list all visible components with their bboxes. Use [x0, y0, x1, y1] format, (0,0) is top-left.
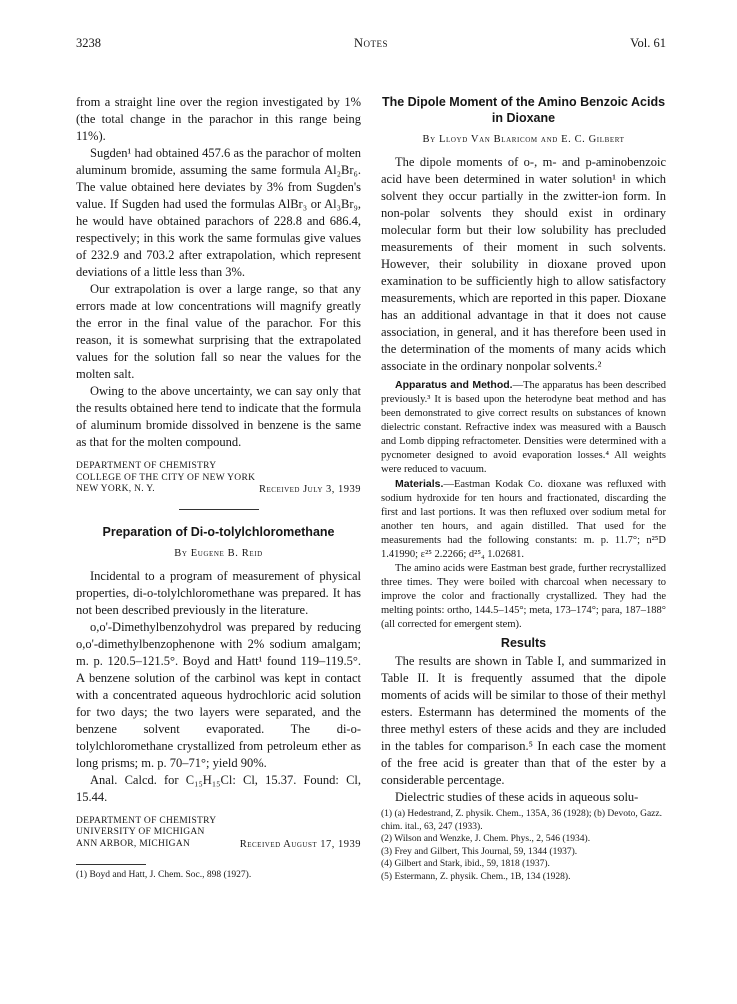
note-author: By Eugene B. Reid: [174, 547, 263, 559]
paragraph: The amino acids were Eastman best grade, further recrystallized three times. They were boiled with charcoal when necessary to improve the color and fractionally crystallized. They had the melting points: ortho, 144.5–145°; meta, 173–174°; para, 187–188° (all corrected for emergent stem).: [381, 563, 666, 630]
running-header: [76, 36, 666, 54]
note-title: Preparation of Di-o-tolylchloromethane: [102, 524, 335, 539]
paragraph: Dielectric studies of these acids in aqueous solu-: [395, 790, 639, 804]
article-authors: By Lloyd Van Blaricom and E. C. Gilbert: [422, 134, 625, 145]
page-number: 3238: [76, 36, 101, 50]
paragraph: Sugden¹ had obtained 457.6 as the parachor of molten aluminum bromide, assuming the same formula Al₂Br₆. The value obtained here deviates by 3% from Sugden's value. If Sugden had used the formulas AlBr₃ or Al₃Br₉, he would have obtained parachors of 228.8 and 686.4, respectively; in this work the same formulas give values of 232.9 and 703.2 after extrapolation, which represent deviations of a little less than 3%.: [76, 146, 361, 279]
received-date: Received August 17, 1939: [239, 838, 361, 850]
volume-label: Vol. 61: [630, 36, 666, 50]
paragraph-text: —The apparatus has been described previously.³ It is based upon the heterodyne beat method and has been demonstrated to give correct results on substances of known dielectric constant. Refractive index was measured with a Bausch and Lomb dipping refractometer. Densities were determined with a pycnometer designed to avoid evaporation losses.⁴ All weights were reduced to vacuum.: [381, 380, 666, 475]
received-date: Received July 3, 1939: [259, 484, 361, 495]
section-divider: [179, 509, 259, 510]
paragraph: The dipole moments of o-, m- and p-aminobenzoic acid have been determined in water solution¹ in which solvent they occur partially in the zwitter-ion form. In non-polar solvents they should exist in ordinary molecular form but their low solubility has precluded measurements of their moment in such solvents. However, their solubility in dioxane proved upon examination to be sufficiently high to allow satisfactory measurements, which are reported in this paper. Dioxane has an additional advantage in that it does not cause association, in general, and it has therefore been used in the determination of the moments of many acids which associate in the ordinary nonpolar solvents.²: [381, 155, 666, 373]
article-title-line: in Dioxane: [491, 111, 556, 125]
paragraph: The results are shown in Table I, and summarized in Table II. It is frequently assumed that the dipole moments of acids will be similar to those of their methyl esters. Estermann has determined the moments of the three methyl esters of these acids and they are included in the tables for comparison.⁵ In each case the moment of the free acid is greater than that of the ester by a considerable percentage.: [381, 654, 666, 787]
right-column: [381, 94, 666, 883]
footnote-divider: [76, 864, 146, 865]
footnote: (1) Boyd and Hatt, J. Chem. Soc., 898 (1927).: [76, 870, 252, 880]
affiliation-line: DEPARTMENT OF CHEMISTRY: [76, 815, 217, 826]
affiliation-line: ANN ARBOR, MICHIGAN: [76, 838, 191, 849]
section-heading: Results: [500, 636, 547, 650]
run-in-heading: Apparatus and Method.: [395, 379, 513, 391]
footnote: (4) Gilbert and Stark, ibid., 59, 1818 (1937).: [381, 859, 550, 869]
apparatus-paragraph: [381, 378, 666, 477]
paragraph-text: —Eastman Kodak Co. dioxane was refluxed with sodium hydroxide for ten hours and fractionated, discarding the first and last portions. It was then refluxed over sodium metal for another ten hours, and again distilled. That used for the measurements had the following constants: m. p. 11.7°; n²⁵D 1.41990; ε²⁵ 2.2266; d²⁵₄ 1.02681.: [381, 479, 666, 560]
footnote: (2) Wilson and Wenzke, J. Chem. Phys., 2, 546 (1934).: [381, 834, 591, 844]
left-column: [76, 94, 361, 882]
paragraph: Incidental to a program of measurement of physical properties, di-o-tolylchloromethane was prepared. It has not been described previously in the literature.: [76, 568, 361, 617]
paragraph: Owing to the above uncertainty, we can say only that the results obtained here tend to indicate that the formula of aluminum bromide dissolved in benzene is the same as that for the molten compound.: [76, 384, 361, 449]
affiliation-line: NEW YORK, N. Y.: [76, 484, 155, 494]
paragraph: o,o'-Dimethylbenzohydrol was prepared by reducing o,o'-dimethylbenzophenone with 2% sodium amalgam; m. p. 120.5–121.5°. Boyd and Hatt¹ found 119–119.5°. A benzene solution of the carbinol was kept in contact with a concentrated aqueous hydrochloric acid solution for two days; the two layers were separated, and the benzene solvent evaporated. The di-o-tolylchloromethane crystallized from petroleum ether as long prisms; m. p. 70–71°; yield 90%.: [76, 619, 361, 770]
paragraph: Anal. Calcd. for C₁₅H₁₅Cl: Cl, 15.37. Found: Cl, 15.44.: [76, 772, 361, 804]
run-in-heading: Materials.: [395, 478, 444, 490]
footnotes: [381, 808, 666, 883]
paragraph: Our extrapolation is over a large range, so that any errors made at low concentrations will magnify greatly the error in the final value of the parachor. For this reason, it is somewhat surprising that the extrapolated values for the solution fall so near the values for the molten salt.: [76, 282, 361, 381]
article-title: [381, 94, 666, 126]
affiliation-line: UNIVERSITY OF MICHIGAN: [76, 827, 205, 837]
affiliation-line: DEPARTMENT OF CHEMISTRY: [76, 461, 217, 471]
section-title: Notes: [353, 36, 389, 50]
affiliation-block: [76, 816, 361, 851]
footnote: (5) Estermann, Z. physik. Chem., 1B, 134 (1928).: [381, 871, 571, 882]
affiliation-block: [76, 461, 361, 496]
footnote: (1) (a) Hedestrand, Z. physik. Chem., 135A, 36 (1928); (b) Devoto, Gazz. chim. ital., 63, 247 (1933).: [381, 809, 662, 832]
footnote: (3) Frey and Gilbert, This Journal, 59, 1344 (1937).: [381, 846, 578, 857]
affiliation-line: COLLEGE OF THE CITY OF NEW YORK: [76, 472, 256, 483]
materials-paragraph: [381, 477, 666, 562]
article-title-line: The Dipole Moment of the Amino Benzoic Acids: [381, 95, 666, 109]
paragraph: from a straight line over the region investigated by 1% (the total change in the parachor in this range being 11%).: [76, 95, 361, 143]
